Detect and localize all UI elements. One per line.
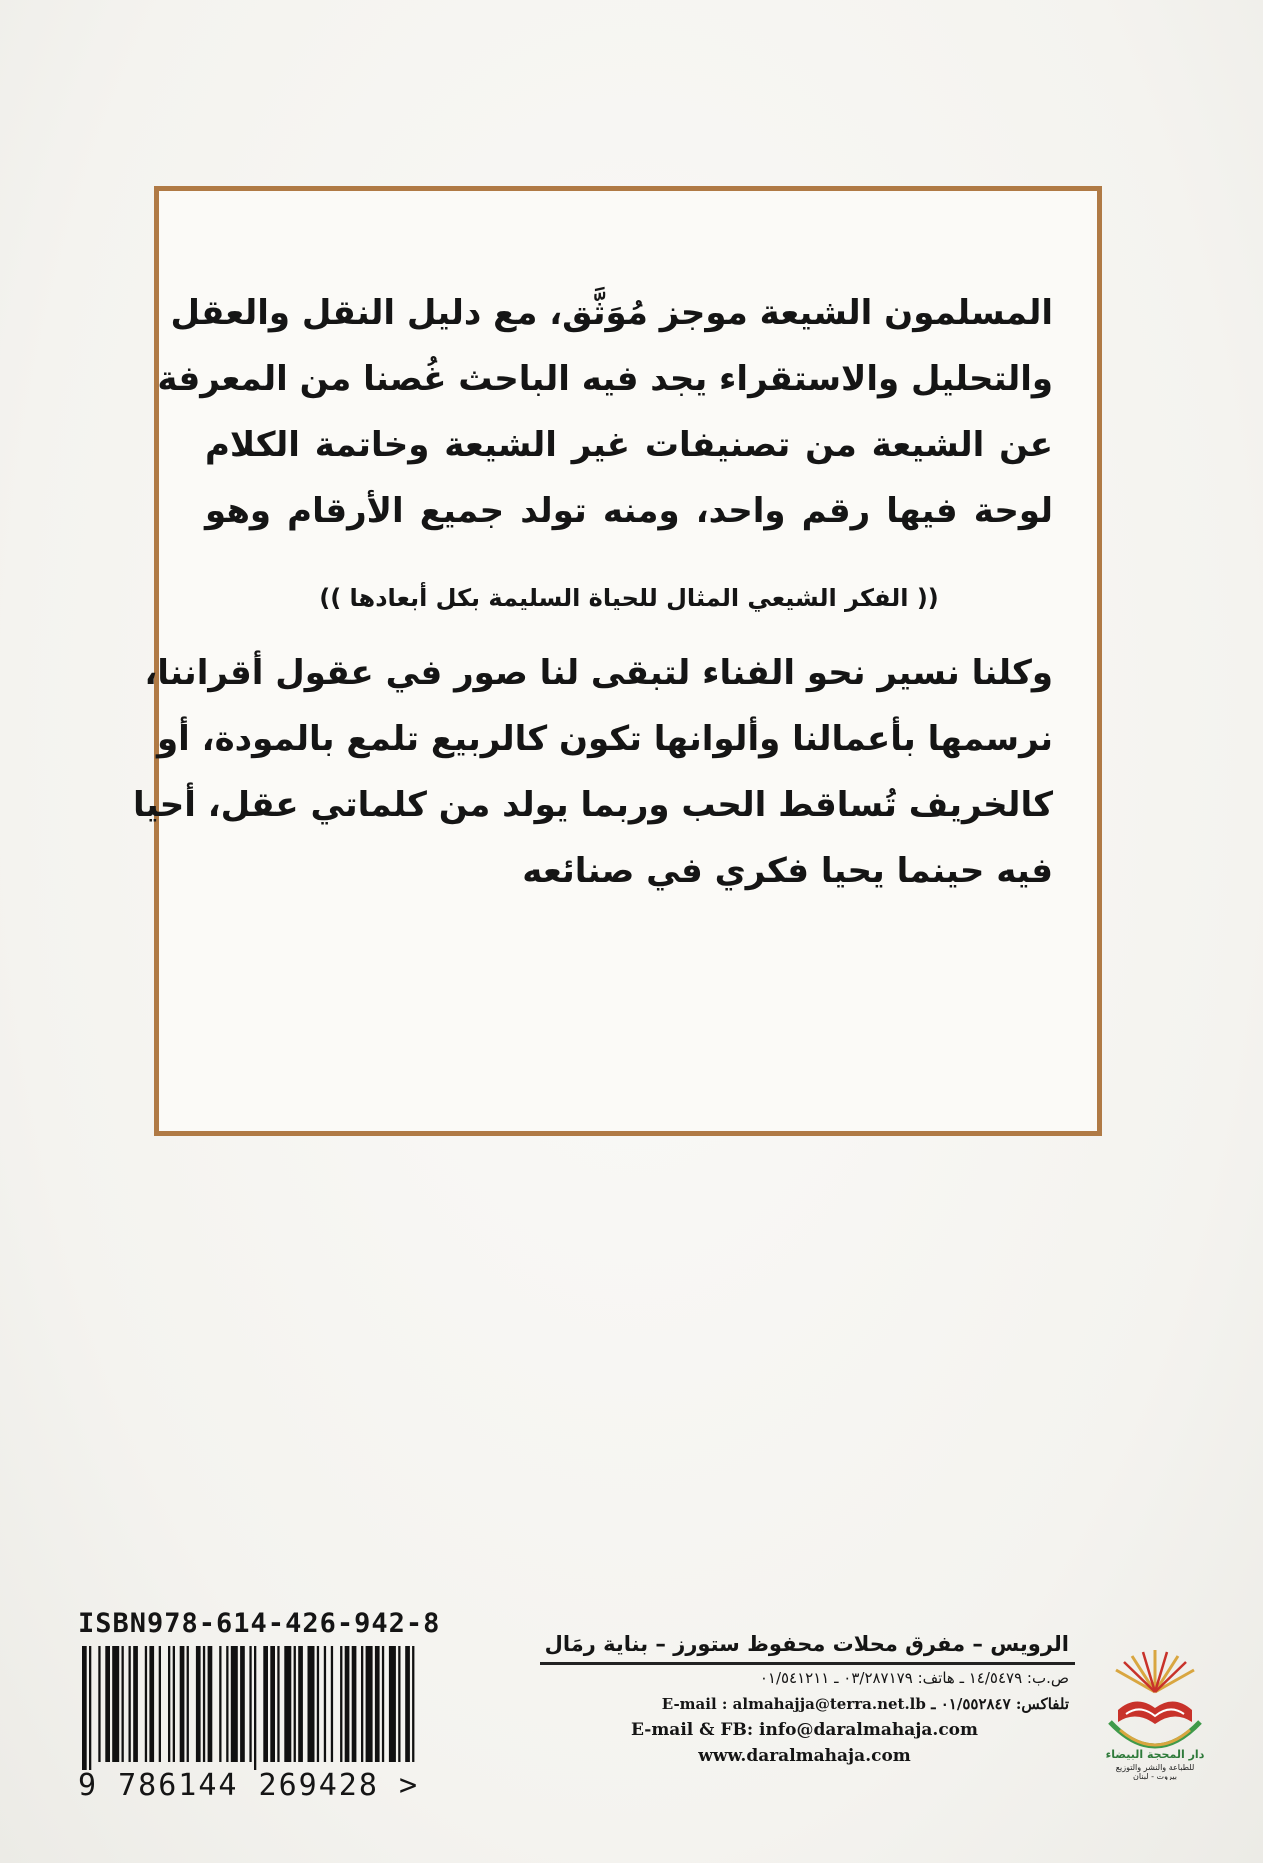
blurb-line: فيه حينما يحيا فكري في صنائعه: [522, 851, 1053, 891]
barcode-bar: [112, 1646, 119, 1762]
publisher-email-fb[interactable]: E-mail & FB: info@daralmahaja.com: [630, 1720, 978, 1740]
barcode-digits: 9 786144 269428 >: [78, 1768, 420, 1803]
barcode-bar: [208, 1646, 213, 1762]
blurb-line: عن الشيعة من تصنيفات غير الشيعة وخاتمة الكلام: [205, 425, 1053, 465]
barcode-bar: [149, 1646, 154, 1762]
barcode-bar: [412, 1646, 414, 1762]
blurb-line: كالخريف تُساقط الحب وربما يولد من كلماتي عقل، أحيا: [133, 785, 1053, 825]
barcode-bar: [168, 1646, 170, 1762]
barcode-bar: [366, 1646, 373, 1762]
barcode-bar: [263, 1646, 268, 1762]
barcode-bar: [145, 1646, 147, 1762]
barcode-bar: [382, 1646, 384, 1762]
publisher-email[interactable]: E-mail : almahajja@terra.net.lb: [661, 1695, 926, 1713]
barcode-bar: [122, 1646, 124, 1762]
blurb-line: المسلمون الشيعة موجز مُوَثَّق، مع دليل النقل والعقل: [170, 293, 1053, 333]
barcode-bars: [78, 1646, 428, 1770]
barcode-bar: [317, 1646, 319, 1762]
publisher-address: الرويس – مفرق محلات محفوظ ستورز – بناية رمَال: [540, 1630, 1075, 1665]
barcode-bar: [308, 1646, 315, 1762]
barcode-bar: [324, 1646, 326, 1762]
barcode-bar: [98, 1646, 100, 1762]
isbn-label: ISBN978-614-426-942-8: [78, 1608, 441, 1639]
barcode-bar: [361, 1646, 363, 1762]
barcode-bar: [159, 1646, 161, 1762]
barcode-bar: [294, 1646, 296, 1762]
barcode-bar: [345, 1646, 350, 1762]
publisher-fax: تلفاكس: ٠١/٥٥٢٨٤٧ ـ: [931, 1695, 1069, 1713]
publisher-block: [540, 1630, 1230, 1810]
barcode-bar: [173, 1646, 175, 1762]
barcode-bar: [249, 1646, 251, 1762]
barcode-bar: [331, 1646, 333, 1762]
barcode-bar: [203, 1646, 205, 1762]
barcode-bar: [340, 1646, 342, 1762]
barcode-bar: [254, 1646, 256, 1770]
barcode-bar: [82, 1646, 87, 1770]
logo-rays-icon: [1116, 1650, 1194, 1692]
blurb-paragraph-1: [157, 280, 1053, 544]
barcode-bar: [298, 1646, 303, 1762]
barcode-bar: [219, 1646, 221, 1762]
publisher-fax-email: [540, 1691, 1075, 1717]
logo-city: بيروت - لبنان: [1133, 1772, 1177, 1780]
barcode-bar: [389, 1646, 396, 1762]
logo-name: دار المحجة البيضاء: [1105, 1748, 1205, 1761]
barcode-bar: [277, 1646, 279, 1762]
publisher-info: [540, 1630, 1075, 1769]
publisher-logo: [1080, 1630, 1230, 1780]
barcode-bar: [196, 1646, 201, 1762]
barcode-bar: [133, 1646, 138, 1762]
blurb-line: وكلنا نسير نحو الفناء لتبقى لنا صور في عقول أقراننا،: [144, 653, 1053, 693]
blurb-line: والتحليل والاستقراء يجد فيه الباحث غُصنا من المعرفة: [157, 359, 1053, 399]
barcode-bar: [398, 1646, 400, 1762]
publisher-po-phone: ص.ب: ١٤/٥٤٧٩ ـ هاتف: ٠٣/٢٨٧١٧٩ ـ ٠١/٥٤١٢١١: [759, 1669, 1069, 1687]
barcode-bar: [180, 1646, 185, 1762]
barcode-bar: [129, 1646, 131, 1762]
blurb-quote: (( الفكر الشيعي المثال للحياة السليمة بكل أبعادها )): [319, 584, 939, 612]
barcode-bar: [187, 1646, 189, 1762]
barcode-bar: [352, 1646, 357, 1762]
barcode-bar: [240, 1646, 245, 1762]
barcode-bar: [284, 1646, 291, 1762]
barcode-bar: [231, 1646, 238, 1762]
blurb-line: لوحة فيها رقم واحد، ومنه تولد جميع الأرقام وهو: [205, 491, 1053, 531]
barcode-bar: [226, 1646, 228, 1762]
barcode-bar: [105, 1646, 110, 1762]
barcode-bar: [270, 1646, 275, 1762]
barcode-bar: [375, 1646, 380, 1762]
blurb-paragraph-2: [133, 640, 1053, 904]
blurb-line: نرسمها بأعمالنا وألوانها تكون كالربيع تلمع بالمودة، أو: [157, 719, 1053, 759]
logo-sub: للطباعة والنشر والتوزيع: [1115, 1763, 1195, 1772]
publisher-website[interactable]: www.daralmahaja.com: [698, 1746, 911, 1766]
barcode-bar: [405, 1646, 410, 1762]
barcode-bar: [89, 1646, 91, 1770]
isbn-barcode: [78, 1608, 441, 1808]
